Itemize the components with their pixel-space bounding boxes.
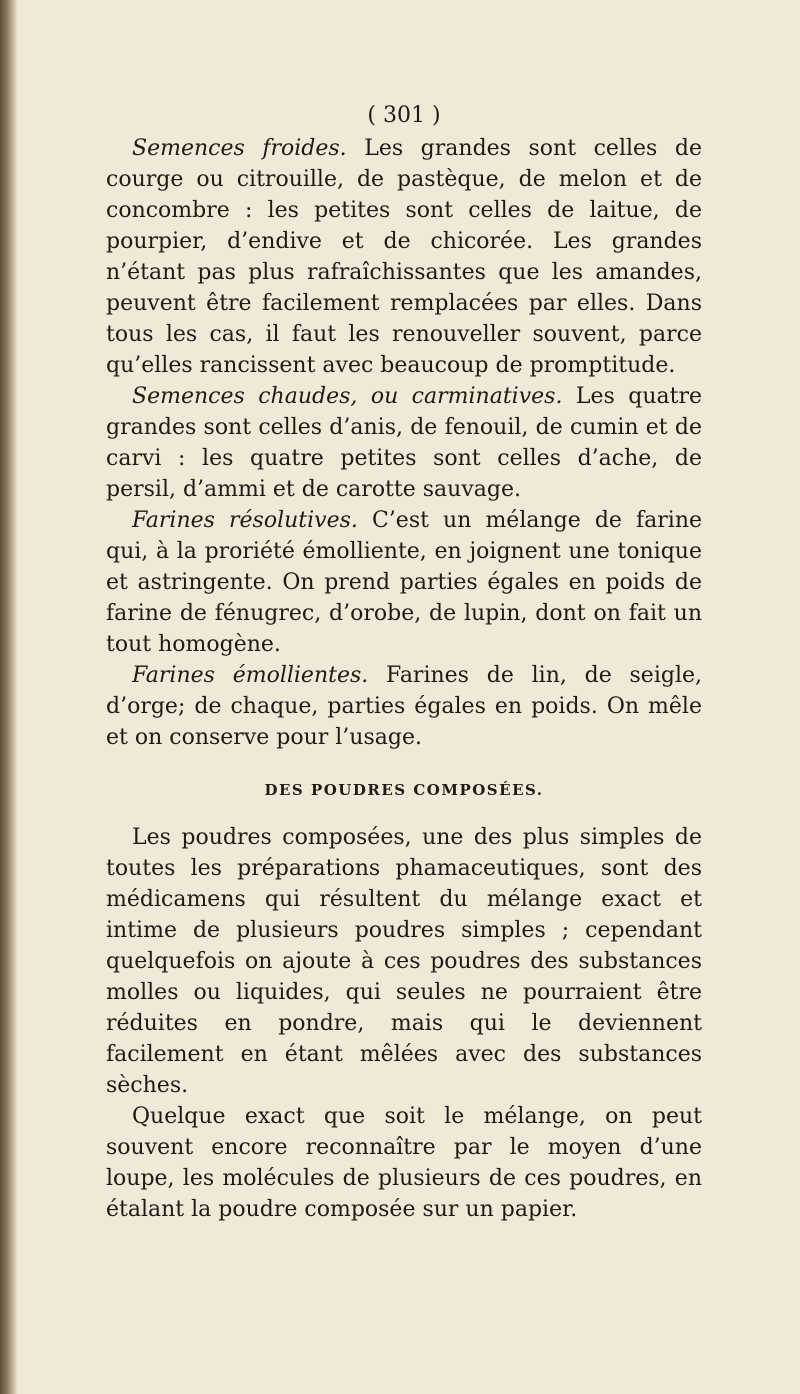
entry-text: Les quatre grandes sont celles d’anis, de fenouil, de cumin et de carvi : les quatre petites sont celles d’ache, de persil, d’ammi et de carotte sauvage. [106, 384, 702, 502]
entry-lead: Semences chaudes, ou carminatives. [132, 384, 563, 409]
entry-lead: Farines résolutives. [132, 508, 358, 533]
book-page [106, 100, 702, 1225]
section-heading: DES POUDRES COMPOSÉES. [264, 781, 544, 799]
entry-semences-froides [106, 133, 702, 381]
paragraph: Quelque exact que soit le mélange, on peut souvent encore reconnaître par le moyen d’une loupe, les molécules de plusieurs de ces poudres, en étalant la poudre composée sur un papier. [106, 1104, 702, 1222]
page-number: ( 301 ) [367, 103, 441, 128]
paragraph: Les poudres composées, une des plus simples de toutes les préparations phamaceutiques, sont des médicamens qui résultent du mélange exact et intime de plusieurs poudres simples ; cependant quelquefois on ajoute à ces poudres des substances molles ou liquides, qui seules ne pourraient être réduites en pondre, mais qui le deviennent facilement en étant mêlées avec des substances sèches. [106, 825, 702, 1098]
entry-text: C’est un mélange de farine qui, à la proriété émolliente, en joignent une tonique et astringente. On prend parties égales en poids de farine de fénugrec, d’orobe, de lupin, dont on fait un tout homogène. [106, 508, 703, 657]
entry-farines-resolutives [106, 505, 702, 660]
entry-lead: Semences froides. [132, 136, 347, 161]
entry-semences-chaudes [106, 381, 702, 505]
entry-text: Farines de lin, de seigle, d’orge; de chaque, parties égales en poids. On mêle et on conserve pour l’usage. [106, 663, 702, 750]
entry-text: Les grandes sont celles de courge ou citrouille, de pastèque, de melon et de concombre : les petites sont celles de laitue, de pourpier, d’endive et de chicorée. Les grandes n’étant pas plus rafraîchissantes que les amandes, peuvent être facilement remplacées par elles. Dans tous les cas, il faut les renouveller souvent, parce qu’elles rancissent avec beaucoup de promptitude. [106, 136, 702, 378]
book-spine-shadow [0, 0, 18, 1394]
entry-farines-emollientes [106, 660, 702, 753]
entry-lead: Farines émollientes. [132, 663, 369, 688]
